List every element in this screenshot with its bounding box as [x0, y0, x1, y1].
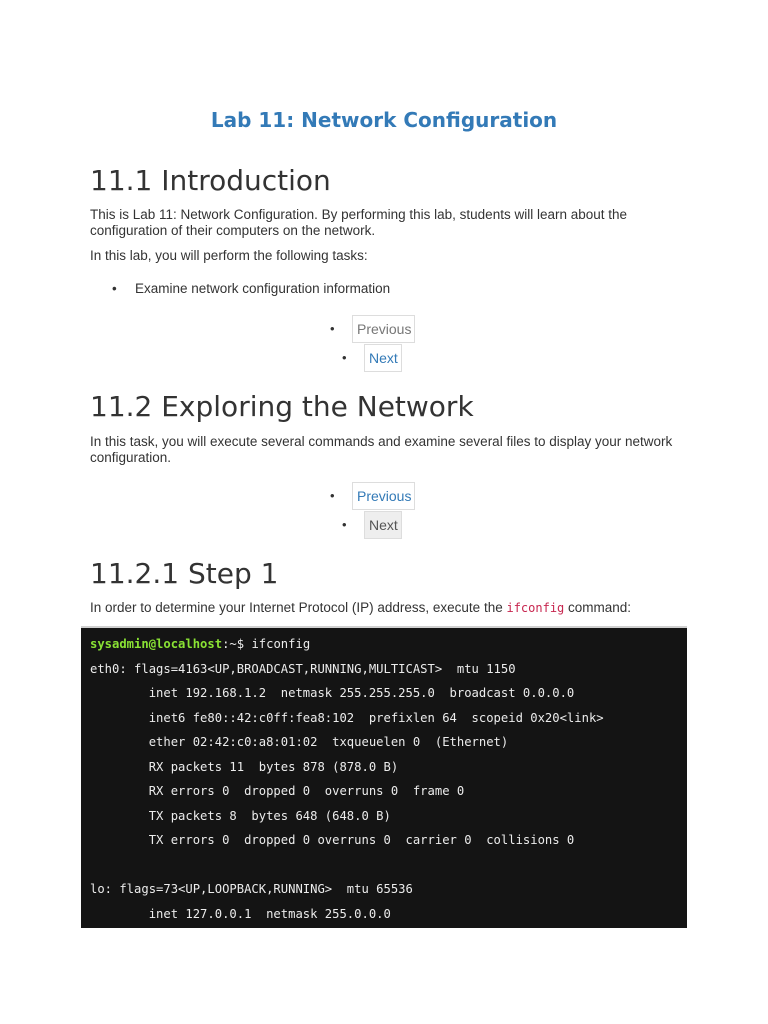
- step-text-after: command:: [564, 600, 632, 615]
- terminal-line: TX packets 8 bytes 648 (648.0 B): [90, 808, 391, 823]
- bullet-icon: •: [330, 321, 335, 336]
- bullet-icon: •: [342, 517, 347, 532]
- prompt-path: ~: [229, 637, 237, 651]
- inline-code-ifconfig: ifconfig: [506, 601, 565, 615]
- prompt-user: sysadmin@localhost: [90, 637, 223, 651]
- terminal-line: ether 02:42:c0:a8:01:02 txqueuelen 0 (Ethernet): [90, 735, 509, 749]
- terminal-line: RX packets 11 bytes 878 (878.0 B): [90, 759, 399, 774]
- explore-paragraph: In this task, you will execute several commands and examine several files to display your network configuration.: [90, 434, 673, 465]
- terminal-line: lo: flags=73<UP,LOOPBACK,RUNNING> mtu 65536: [90, 882, 413, 896]
- terminal-line: inet 192.168.1.2 netmask 255.255.255.0 broadcast 0.0.0.0: [90, 686, 575, 700]
- next-button[interactable]: Next: [364, 344, 402, 372]
- section-heading-introduction: 11.1 Introduction: [90, 164, 331, 197]
- bullet-icon: •: [342, 350, 347, 365]
- terminal-line: eth0: flags=4163<UP,BROADCAST,RUNNING,MULTICAST> mtu 1150: [90, 661, 516, 676]
- task-list-item: • Examine network configuration information: [90, 281, 390, 297]
- previous-button[interactable]: Previous: [352, 482, 415, 510]
- terminal-line: inet6 fe80::42:c0ff:fea8:102 prefixlen 64 scopeid 0x20<link>: [90, 710, 604, 725]
- bullet-icon: •: [330, 488, 335, 503]
- terminal-line: [90, 853, 678, 878]
- terminal-prompt-line: [90, 632, 678, 657]
- terminal-output: [81, 626, 687, 928]
- step-heading: 11.2.1 Step 1: [90, 557, 279, 590]
- intro-tasks-lead: In this lab, you will perform the following tasks:: [90, 248, 368, 263]
- prompt-symbol: $: [236, 637, 252, 651]
- next-button[interactable]: Next: [364, 511, 402, 539]
- prompt-separator: :: [222, 637, 230, 651]
- lab-title: Lab 11: Network Configuration: [210, 108, 558, 132]
- terminal-line: inet 127.0.0.1 netmask 255.0.0.0: [90, 906, 391, 921]
- task-list: [90, 281, 390, 297]
- step-instruction: [90, 600, 680, 616]
- prompt-command: ifconfig: [251, 637, 311, 651]
- intro-paragraph: This is Lab 11: Network Configuration. By performing this lab, students will learn about the configuration of their computers on the network.: [90, 207, 628, 238]
- step-text-before: In order to determine your Internet Protocol (IP) address, execute the: [90, 600, 507, 615]
- section-heading-exploring: 11.2 Exploring the Network: [90, 390, 474, 423]
- previous-button[interactable]: Previous: [352, 315, 415, 343]
- terminal-line: RX errors 0 dropped 0 overruns 0 frame 0: [90, 784, 465, 798]
- terminal-line: TX errors 0 dropped 0 overruns 0 carrier 0 collisions 0: [90, 833, 575, 847]
